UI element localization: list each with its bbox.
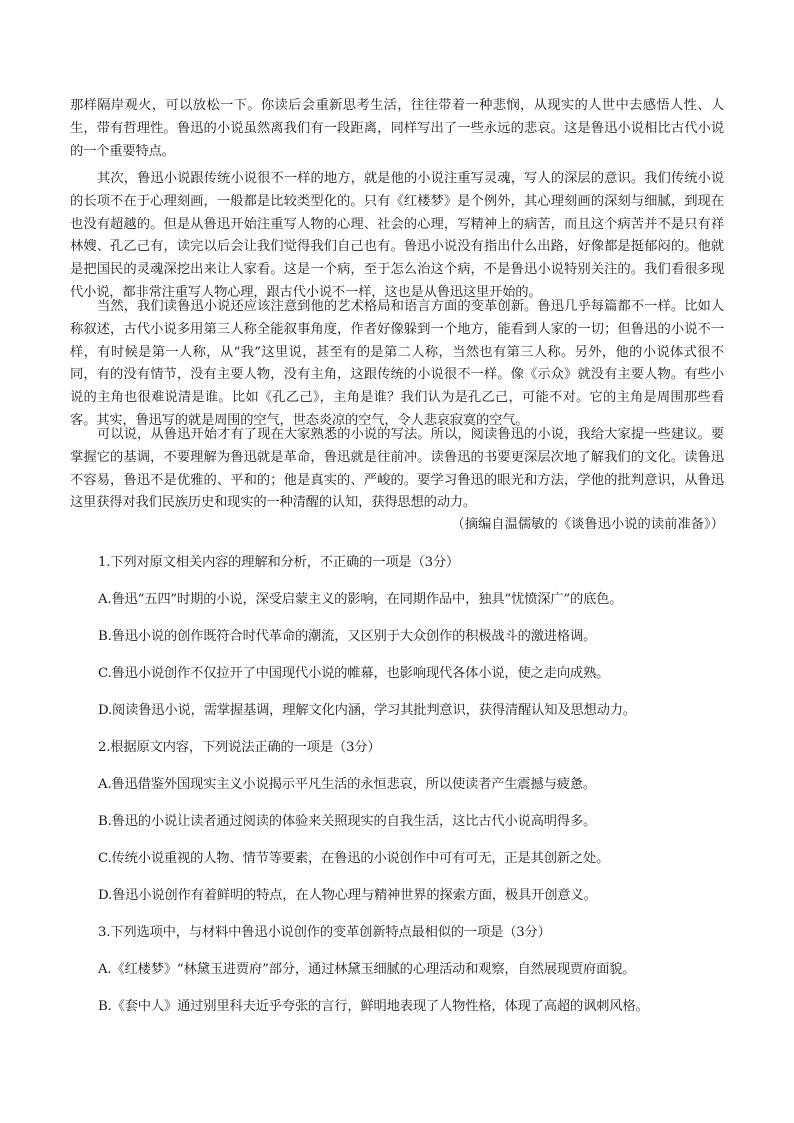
paragraph-third: 当然，我们读鲁迅小说还应该注意到他的艺术格局和语言方面的变革创新。鲁迅几乎每篇都不一样。比如人称叙述，古代小说多用第三人称全能叙事角度，作者好像躲到一个地方，能看到人家的一切；但鲁迅的小说不一样，有时候是第一人称，从“我”这里说，甚至有的是第二人称，当然也有第三人称。另外，他的小说体式很不同，有的没有情节，没有主要人物，没有主角，这跟传统的小说很不一样。像《示众》就没有主要人物。有些小说的主角也很难说清是谁。比如《孔乙己》，主角是谁？我们认为是孔乙己，可能不对。它的主角是周围那些看客。其实，鲁迅写的就是周围的空气，世态炎凉的空气，令人悲哀寂寞的空气。 — [70, 299, 724, 428]
question-3-option-b: B.《套中人》通过别里科夫近乎夸张的言行，鲜明地表现了人物性格，体现了高超的讽刺风格。 — [98, 999, 649, 1014]
question-3-stem: 3.下列选项中，与材料中鲁迅小说创作的变革创新特点最相似的一项是（3分） — [98, 925, 551, 940]
question-1-stem: 1.下列对原文相关内容的理解和分析，不正确的一项是（3分） — [98, 555, 460, 570]
question-1-option-d: D.阅读鲁迅小说，需掌握基调，理解文化内涵，学习其批判意识，获得清醒认知及思想动力。 — [98, 703, 636, 718]
question-1-option-c: C.鲁迅小说创作不仅拉开了中国现代小说的帷幕，也影响现代各体小说，使之走向成熟。 — [98, 666, 610, 681]
question-2-option-d: D.鲁迅小说创作有着鲜明的特点，在人物心理与精神世界的探索方面，极具开创意义。 — [98, 888, 597, 903]
question-1-option-a: A.鲁迅“五四”时期的小说，深受启蒙主义的影响，在同期作品中，独具“忧愤深广”的底色。 — [98, 592, 623, 607]
question-2-option-b: B.鲁迅的小说让读者通过阅读的体验来关照现实的自我生活，这比古代小说高明得多。 — [98, 814, 597, 829]
question-1-option-b: B.鲁迅小说的创作既符合时代革命的潮流，又区别于大众创作的积极战斗的激进格调。 — [98, 629, 597, 644]
question-2-option-a: A.鲁迅借鉴外国现实主义小说揭示平凡生活的永恒悲哀，所以使读者产生震撼与疲惫。 — [98, 777, 597, 792]
source-citation: （摘编自温儒敏的《谈鲁迅小说的读前准备》） — [451, 517, 724, 532]
paragraph-second: 其次，鲁迅小说跟传统小说很不一样的地方，就是他的小说注重写灵魂，写人的深层的意识。我们传统小说的长项不在于心理刻画，一般都是比较类型化的。只有《红楼梦》是个例外，其心理刻画的深刻与细腻，到现在也没有超越的。但是从鲁迅开始注重写人物的心理、社会的心理，写精神上的病苦，而且这个病苦并不是只有祥林嫂、孔乙己有，读完以后会让我们觉得我们自己也有。鲁迅小说没有指出什么出路，好像都是挺郁闷的。他就是把国民的灵魂深挖出来让人家看。这是一个病，至于怎么治这个病，不是鲁迅小说特别关注的。我们看很多现代小说，都非常注重写人物心理，跟古代小说不一样，这也是从鲁迅这里开始的。 — [70, 171, 724, 300]
question-2-option-c: C.传统小说重视的人物、情节等要素，在鲁迅的小说创作中可有可无，正是其创新之处。 — [98, 851, 610, 866]
paragraph-continuation: 那样隔岸观火，可以放松一下。你读后会重新思考生活，往往带着一种悲悯，从现实的人世中去感悟人性、人生，带有哲理性。鲁迅的小说虽然离我们有一段距离，同样写出了一些永远的悲哀。这是鲁迅小说相比古代小说的一个重要特点。 — [70, 98, 724, 159]
question-2-stem: 2.根据原文内容，下列说法正确的一项是（3分） — [98, 740, 381, 755]
question-3-option-a: A.《红楼梦》“林黛玉进贾府”部分，通过林黛玉细腻的心理活动和观察，自然展现贾府面貌。 — [98, 962, 636, 977]
paragraph-fourth: 可以说，从鲁迅开始才有了现在大家熟悉的小说的写法。所以，阅读鲁迅的小说，我给大家提一些建议。要掌握它的基调，不要理解为鲁迅就是革命，鲁迅就是往前冲。读鲁迅的书要更深层次地了解我们的文化。读鲁迅不容易，鲁迅不是优雅的、平和的；他是真实的、严峻的。要学习鲁迅的眼光和方法，学他的批判意识，从鲁迅这里获得对我们民族历史和现实的一种清醒的认知，获得思想的动力。 — [70, 427, 724, 511]
